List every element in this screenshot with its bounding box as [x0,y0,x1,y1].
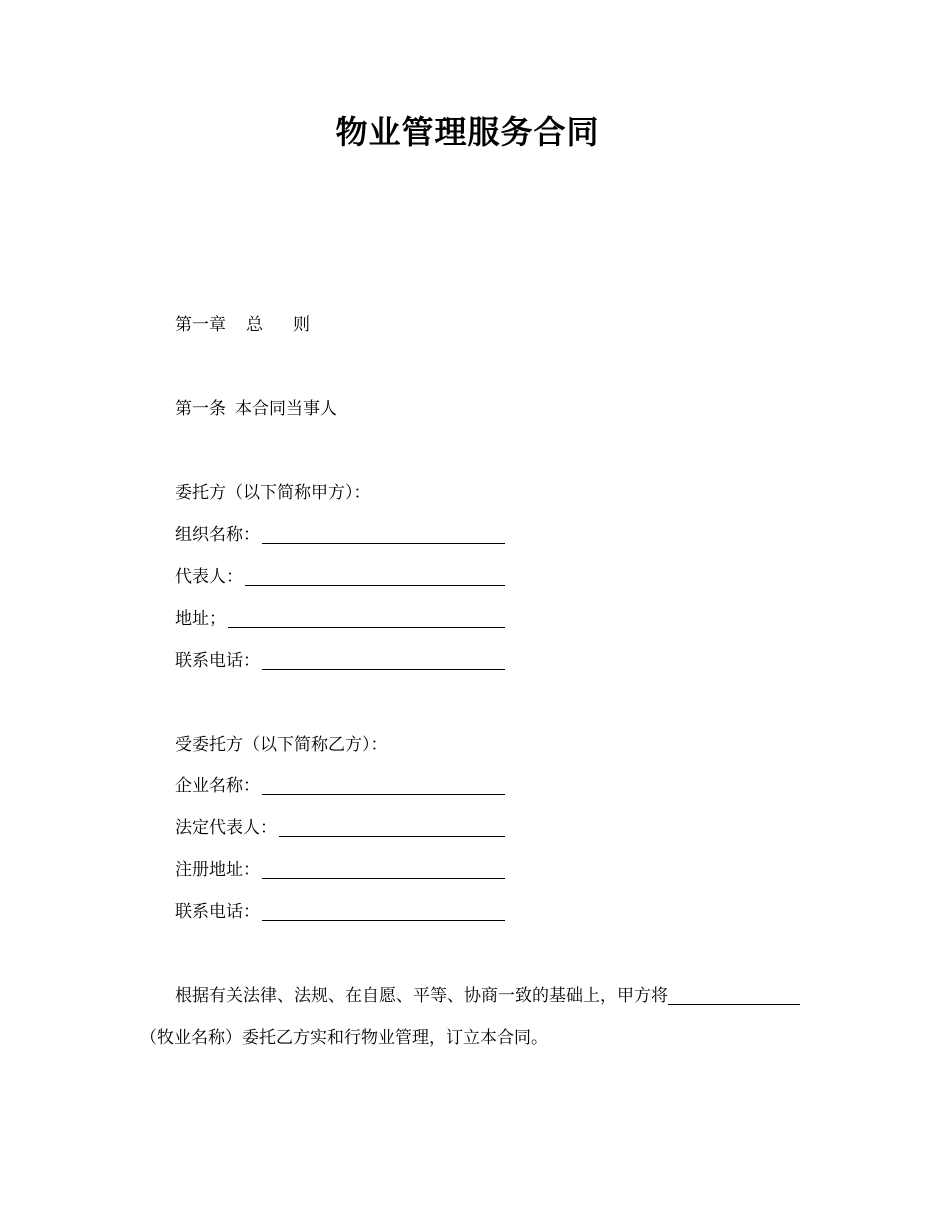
article-number: 第一条 [175,399,226,419]
party-b-legal-rep-row [175,815,505,841]
party-a-address-blank[interactable] [228,607,505,628]
party-b-phone-label: 联系电话： [175,902,260,922]
party-b-legal-rep-label: 法定代表人： [175,818,277,838]
party-b-company-name-blank[interactable] [262,774,505,795]
contract-paragraph-line1 [175,983,800,1009]
chapter-name-part1: 总 [246,315,263,335]
chapter-number: 第一章 [175,315,226,335]
party-a-phone-row [175,648,505,674]
contract-paragraph-line2: （牧业名称）委托乙方实和行物业管理，订立本合同。 [140,1028,548,1048]
article-title: 本合同当事人 [235,399,337,419]
chapter-name-part2: 则 [293,315,310,335]
party-b-registered-address-row [175,857,505,883]
party-b-phone-blank[interactable] [262,900,505,921]
party-b-heading: 受委托方（以下简称乙方）： [175,735,388,755]
party-a-org-name-blank[interactable] [262,523,505,544]
document-title: 物业管理服务合同 [335,113,600,151]
party-b-company-name-label: 企业名称： [175,776,260,796]
party-a-org-name-label: 组织名称： [175,525,260,545]
property-name-blank[interactable] [668,984,800,1005]
party-a-phone-blank[interactable] [262,649,505,670]
party-a-representative-label: 代表人： [175,567,243,587]
party-a-address-row [175,606,505,632]
party-b-legal-rep-blank[interactable] [279,816,505,837]
party-a-phone-label: 联系电话： [175,651,260,671]
party-b-registered-address-blank[interactable] [262,858,505,879]
chapter-heading [175,312,310,338]
party-a-org-name-row [175,522,505,548]
article-heading [175,396,337,422]
party-b-phone-row [175,899,505,925]
party-b-company-name-row [175,773,505,799]
party-a-representative-blank[interactable] [245,565,505,586]
party-a-address-label: 地址； [175,609,226,629]
party-a-heading: 委托方（以下简称甲方）： [175,483,371,503]
party-a-representative-row [175,564,505,590]
paragraph-text-line1: 根据有关法律、法规、在自愿、平等、协商一致的基础上，甲方将 [175,986,668,1006]
party-b-registered-address-label: 注册地址： [175,860,260,880]
